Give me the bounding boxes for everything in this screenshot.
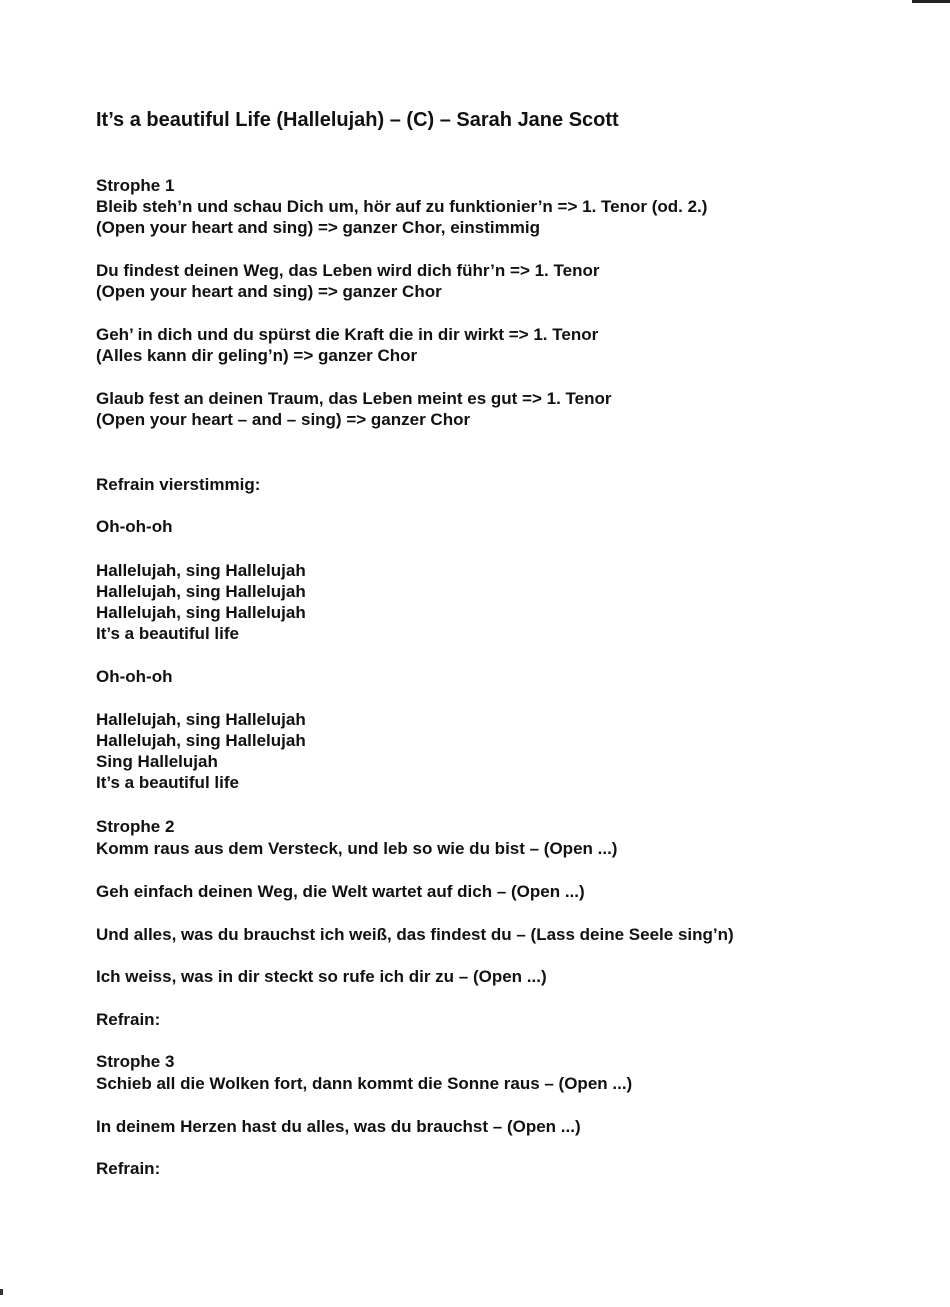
section-heading-refrain: Refrain vierstimmig:: [96, 475, 261, 494]
lyric-line: Hallelujah, sing Hallelujah: [96, 731, 306, 750]
section-heading-strophe-2: Strophe 2: [96, 817, 175, 836]
lyric-line: (Open your heart and sing) => ganzer Chor: [96, 282, 442, 301]
lyric-line: Schieb all die Wolken fort, dann kommt die Sonne raus – (Open ...): [96, 1074, 633, 1093]
lyric-line: Du findest deinen Weg, das Leben wird dich führ’n => 1. Tenor: [96, 261, 600, 280]
section-heading-refrain: Refrain:: [96, 1159, 161, 1178]
lyric-line: Geh’ in dich und du spürst die Kraft die in dir wirkt => 1. Tenor: [96, 325, 599, 344]
lyric-line: Bleib steh’n und schau Dich um, hör auf zu funktionier’n => 1. Tenor (od. 2.): [96, 197, 708, 216]
lyric-line: (Open your heart and sing) => ganzer Chor, einstimmig: [96, 218, 540, 237]
song-title: It’s a beautiful Life (Hallelujah) – (C) – Sarah Jane Scott: [96, 109, 619, 131]
lyric-line: Glaub fest an deinen Traum, das Leben meint es gut => 1. Tenor: [96, 389, 612, 408]
scan-edge-mark: [0, 1289, 3, 1295]
lyric-line: Hallelujah, sing Hallelujah: [96, 582, 306, 601]
lyric-line: Hallelujah, sing Hallelujah: [96, 561, 306, 580]
lyric-line: Oh-oh-oh: [96, 517, 173, 536]
lyric-line: Sing Hallelujah: [96, 752, 218, 771]
lyric-line: Hallelujah, sing Hallelujah: [96, 603, 306, 622]
scan-edge-mark: [912, 0, 950, 3]
lyric-line: Und alles, was du brauchst ich weiß, das findest du – (Lass deine Seele sing’n): [96, 925, 734, 944]
lyric-line: It’s a beautiful life: [96, 624, 239, 643]
lyric-line: Geh einfach deinen Weg, die Welt wartet auf dich – (Open ...): [96, 882, 585, 901]
lyric-line: (Alles kann dir geling’n) => ganzer Chor: [96, 346, 418, 365]
lyric-line: Ich weiss, was in dir steckt so rufe ich dir zu – (Open ...): [96, 967, 547, 986]
section-heading-strophe-3: Strophe 3: [96, 1052, 175, 1071]
lyric-line: In deinem Herzen hast du alles, was du brauchst – (Open ...): [96, 1117, 581, 1136]
section-heading-strophe-1: Strophe 1: [96, 176, 175, 195]
lyric-line: (Open your heart – and – sing) => ganzer Chor: [96, 410, 471, 429]
lyric-line: Oh-oh-oh: [96, 667, 173, 686]
lyric-line: It’s a beautiful life: [96, 773, 239, 792]
section-heading-refrain: Refrain:: [96, 1010, 161, 1029]
lyric-line: Hallelujah, sing Hallelujah: [96, 710, 306, 729]
lyric-line: Komm raus aus dem Versteck, und leb so wie du bist – (Open ...): [96, 839, 618, 858]
